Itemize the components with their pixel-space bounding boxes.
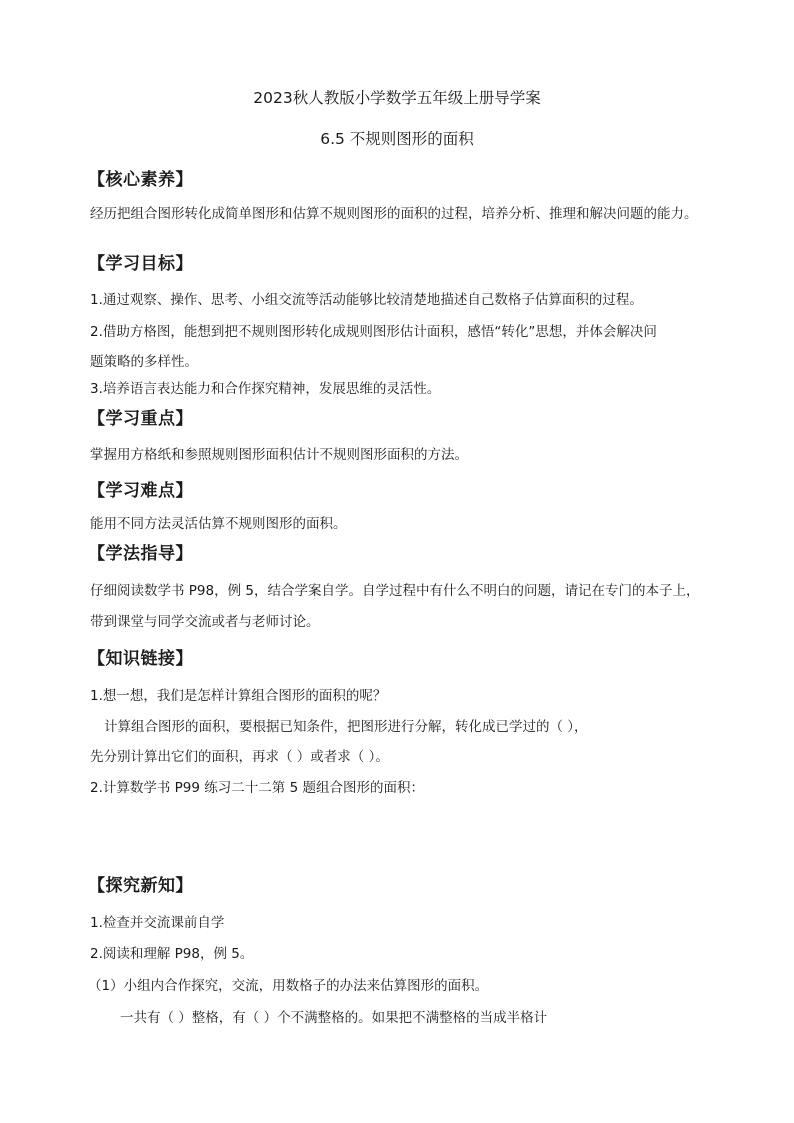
goal-item: 3.培养语言表达能力和合作探究精神，发展思维的灵活性。: [90, 381, 441, 397]
key-points-text: 掌握用方格纸和参照规则图形面积估计不规则图形面积的方法。: [90, 447, 468, 463]
section-heading-core-literacy: 【核心素养】: [88, 170, 193, 190]
section-heading-explore: 【探究新知】: [88, 876, 193, 896]
section-heading-key-points: 【学习重点】: [88, 409, 193, 429]
section-heading-difficulties: 【学习难点】: [88, 481, 193, 501]
study-guide-line: 仔细阅读数学书 P98，例 5，结合学案自学。自学过程中有什么不明白的问题，请记在专门的本子上，: [90, 583, 700, 599]
core-literacy-text: 经历把组合图形转化成简单图形和估算不规则图形的面积的过程，培养分析、推理和解决问题的能力。: [90, 206, 698, 222]
explore-line: 一共有（ ）整格，有（ ）个不满整格的。如果把不满整格的当成半格计: [120, 1010, 548, 1026]
knowledge-line: 计算组合图形的面积，要根据已知条件，把图形进行分解，转化成已学过的（ ），: [104, 719, 588, 735]
explore-line: 1.检查并交流课前自学: [90, 915, 225, 931]
goal-item: 题策略的多样性。: [90, 354, 198, 370]
section-heading-learning-goals: 【学习目标】: [88, 254, 193, 274]
lesson-title: 6.5 不规则图形的面积: [320, 130, 474, 148]
knowledge-line: 先分别计算出它们的面积，再求（ ）或者求（ ）。: [90, 749, 389, 765]
study-guide-line: 带到课堂与同学交流或者与老师讨论。: [90, 614, 320, 630]
knowledge-line: 2.计算数学书 P99 练习二十二第 5 题组合图形的面积：: [90, 780, 424, 796]
difficulties-text: 能用不同方法灵活估算不规则图形的面积。: [90, 516, 347, 532]
section-heading-study-guide: 【学法指导】: [88, 544, 193, 564]
goal-item: 2.借助方格图，能想到把不规则图形转化成规则图形估计面积，感悟“转化”思想，并体会解决问: [90, 324, 657, 340]
explore-line: （1）小组内合作探究，交流，用数格子的办法来估算图形的面积。: [88, 978, 489, 994]
section-heading-knowledge-link: 【知识链接】: [88, 649, 193, 669]
knowledge-line: 1.想一想，我们是怎样计算组合图形的面积的呢？: [90, 688, 387, 704]
explore-line: 2.阅读和理解 P98，例 5。: [90, 946, 254, 962]
goal-item: 1.通过观察、操作、思考、小组交流等活动能够比较清楚地描述自己数格子估算面积的过程。: [90, 292, 643, 308]
document-title: 2023秋人教版小学数学五年级上册导学案: [253, 89, 541, 107]
